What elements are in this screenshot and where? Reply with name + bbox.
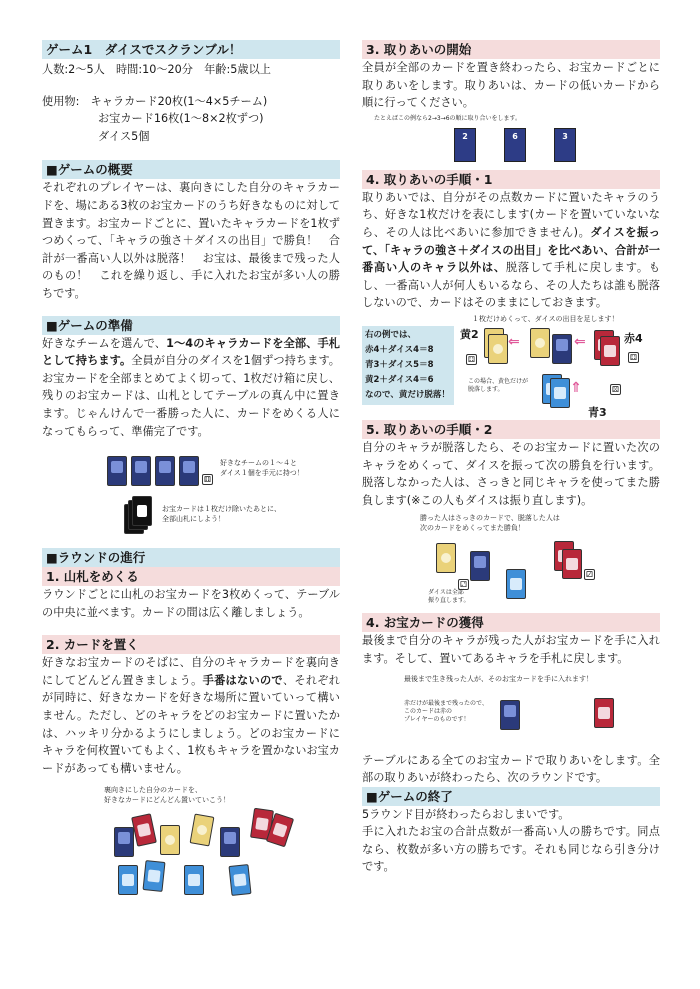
- place-card-1: [114, 827, 134, 857]
- place-card-3: [160, 825, 180, 855]
- step5-treasure: [470, 551, 490, 581]
- red-die: ⚃: [628, 352, 639, 363]
- blue-card-b: [550, 378, 570, 408]
- step3-figure: [362, 112, 660, 170]
- setup-heading: ■ゲームの準備: [42, 316, 340, 335]
- step3-text: 全員が全部のカードを置き終わったら、お宝カードごとに取りあいをします。取りあいは、カードの低いカードから順に行ってください。: [362, 61, 660, 110]
- overview-text: それぞれのプレイヤーは、裏向きにした自分のキャラカードを、場にある3枚のお宝カードのうち好きなものに対して置きます。お宝カードごとに、置いたキャラカードを1枚ずつめくって、「キャラの強さ＋ダイスの出目」で勝負！ 合計が一番高い人以外は脱落！ お宝は、最後まで残った人のもの！ これを繰り返し、手に入れたお宝が多い人の勝ちです。: [42, 181, 340, 300]
- step5-heading: 5. 取りあいの手順・2: [362, 420, 660, 439]
- components-line-3: ダイス5個: [42, 129, 150, 143]
- arrow-yellow: ⇐: [508, 333, 520, 350]
- right-column: [362, 40, 660, 876]
- treasure-card-6-value: 6: [512, 131, 518, 141]
- step6-red-card: [594, 698, 614, 728]
- place-card-2: [131, 814, 157, 848]
- step6-treasure: [500, 700, 520, 730]
- label-blue-3: 青3: [588, 405, 607, 419]
- game-info: 人数:2～5人 時間:10～20分 年齢:5歳以上: [42, 63, 271, 76]
- center-card-yellow: [530, 328, 550, 358]
- round-step2-text: [42, 654, 340, 777]
- step4-example-box: [362, 326, 454, 405]
- place-card-10: [184, 865, 204, 895]
- left-column: [42, 40, 340, 903]
- setup-char-card-1: [107, 456, 127, 486]
- step3-fig-note: たとえばこの例なら2→3→6の順に取り合いをします。: [374, 114, 522, 122]
- setup-text-1: 好きなチームを選んで、: [42, 336, 167, 350]
- game-title: ゲーム1 ダイスでスクランブル！: [42, 40, 340, 59]
- setup-text-2: 全員が自分のダイスを1個ずつ持ちます。お宝カードを全部まとめてよく切って、1枚だけ箱に戻し、残りのお宝カードは、山札としてテーブルの真ん中に置きます。じゃんけんで一番勝った人に、カードをめくる人になってもらって、準備完了です。: [42, 354, 340, 438]
- step4-text-2: 脱落して手札に戻します。もし、一番高い人が何人もいるなら、その人たちは誰も脱落しないので、カードはそのままにしておきます。: [362, 261, 660, 310]
- treasure-card-3-value: 3: [562, 131, 568, 141]
- step4-fig-note: この場合、黄色だけが 脱落します。: [468, 377, 529, 393]
- step5-die-2: ⚂: [584, 569, 595, 580]
- place-fig-note: 裏向きにした自分のカードを、 好きなカードにどんどん置いていこう！: [104, 786, 230, 805]
- example-line-3: 青3＋ダイス5＝8: [365, 359, 434, 370]
- example-line-1: 右の例では、: [365, 329, 417, 340]
- step5-blue-card: [506, 569, 526, 599]
- round-step1-text: ラウンドごとに山札のお宝カードを3枚めくって、テーブルの中央に並べます。カードの間は広く離しましょう。: [42, 588, 340, 619]
- components-line-1: 使用物: キャラカード20枚(1～4×5チーム): [42, 94, 268, 108]
- yellow-card-b: [488, 334, 508, 364]
- setup-char-card-4: [179, 456, 199, 486]
- step4-bold: ダイスを振って、「キャラの強さ＋ダイスの出目」を比べあい、合計が一番高い人のキャラ以外は、: [362, 225, 660, 275]
- round-step2-bold: 手番はないので: [202, 673, 283, 687]
- place-card-8: [118, 865, 138, 895]
- center-treasure: [552, 334, 572, 364]
- setup-text-bold: 1～4のキャラカードを全部、手札として持ちます。: [42, 336, 340, 368]
- step5-yellow-card: [436, 543, 456, 573]
- example-line-5: なので、黄だけ脱落！: [365, 389, 450, 400]
- setup-char-card-2: [131, 456, 151, 486]
- step6-fig-caption: 最後まで生き残った人が、そのお宝カードを手に入れます！: [404, 674, 593, 683]
- step6-fig-note: 赤だけが最後まで残ったので、 このカードは赤の プレイヤーのものです！: [404, 699, 488, 723]
- setup-deck-card-3: [132, 496, 152, 526]
- place-card-9: [142, 860, 165, 892]
- round-step2-text-1: 好きなお宝カードのそばに、自分のキャラカードを裏向きにしてどんどん置きましょう。: [42, 656, 340, 687]
- treasure-card-6: [504, 128, 526, 162]
- step6-heading: 4. お宝カードの獲得: [362, 613, 660, 632]
- round-step1-heading: 1. 山札をめくる: [42, 567, 340, 586]
- end-heading: ■ゲームの終了: [362, 787, 660, 806]
- label-red-4: 赤4: [624, 331, 643, 345]
- overview-heading: ■ゲームの概要: [42, 160, 340, 179]
- step6-figure: [362, 668, 660, 752]
- example-line-2: 赤4＋ダイス4＝8: [365, 344, 434, 355]
- treasure-card-2: [454, 128, 476, 162]
- step5-fig-note: ダイスは全部 振り直します。: [428, 589, 470, 605]
- step4-text: [362, 189, 660, 312]
- step5-figure: [362, 509, 660, 613]
- step4-text-1: 取りあいでは、自分がその点数カードに置いたキャラのうち、好きな1枚だけを表にします(カードを置いていないなら、その人は比べあいに参加できません)。: [362, 190, 660, 239]
- setup-figure: [42, 444, 340, 544]
- components-line-2: お宝カード16枚(1～8×2枚ずつ): [42, 112, 264, 126]
- setup-fig-note-1: 好きなチームの１～４と ダイス１個を手元に持つ！: [220, 459, 304, 478]
- step4-figure: [362, 312, 660, 420]
- red-card-b: [600, 336, 620, 366]
- end-text: 5ラウンド目が終わったらおしまいです。 手に入れたお宝の合計点数が一番高い人の勝ちです。同点なら、枚数が多い方の勝ちです。それも同じなら引き分けです。: [362, 807, 660, 874]
- place-card-11: [228, 864, 251, 896]
- arrow-blue: ⇑: [570, 379, 582, 396]
- step4-fig-caption: １枚だけめくって、ダイスの出目を足します！: [472, 314, 619, 323]
- arrow-red: ⇐: [574, 333, 586, 350]
- blue-die: ⚄: [610, 384, 621, 395]
- step5-die-1: ⚁: [458, 579, 469, 590]
- setup-fig-note-2: お宝カードは１枚だけ除いたあとに、 全部山札にしよう！: [162, 505, 281, 524]
- setup-text: [42, 335, 340, 441]
- yellow-die: ⚃: [466, 354, 477, 365]
- treasure-card-3: [554, 128, 576, 162]
- label-yellow-2: 黄2: [460, 327, 479, 341]
- setup-die: ⚅: [202, 474, 213, 485]
- step5-fig-caption: 勝った人はさっきのカードで、脱落した人は 次のカードをめくってまた勝負！: [420, 514, 560, 533]
- place-card-5: [220, 827, 240, 857]
- place-cards-figure: [42, 785, 340, 903]
- round-step2-text-2: 、それぞれが同時に、好きなカードを好きな場所に置いていって構いません。ただし、どのキャラをどのお宝カードに置いたかは、ハッキリ分かるようにしましょう。どのお宝カードにキャラを何枚置いてもよく、1枚もキャラを置かないお宝カードがあっても構いません。: [42, 673, 340, 775]
- example-line-4: 黄2＋ダイス4＝6: [365, 374, 434, 385]
- step5-text: 自分のキャラが脱落したら、そのお宝カードに置いた次のキャラをめくって、ダイスを振って次の勝負を行います。脱落しなかった人は、さっきと同じキャラを使ってまた勝負します(※この人もダイスは振り直します)。: [362, 440, 660, 507]
- setup-char-card-3: [155, 456, 175, 486]
- step3-heading: 3. 取りあいの開始: [362, 40, 660, 59]
- treasure-card-2-value: 2: [462, 131, 468, 141]
- step6-text: 最後まで自分のキャラが残った人がお宝カードを手に入れます。そして、置いてあるキャラを手札に戻します。: [362, 634, 660, 665]
- step5-red-card-b: [562, 549, 582, 579]
- step4-heading: 4. 取りあいの手順・1: [362, 170, 660, 189]
- place-card-4: [190, 814, 215, 847]
- after-text: テーブルにある全てのお宝カードで取りあいをします。全部の取りあいが終わったら、次のラウンドです。: [362, 753, 660, 785]
- round-heading: ■ラウンドの進行: [42, 548, 340, 567]
- round-step2-heading: 2. カードを置く: [42, 635, 340, 654]
